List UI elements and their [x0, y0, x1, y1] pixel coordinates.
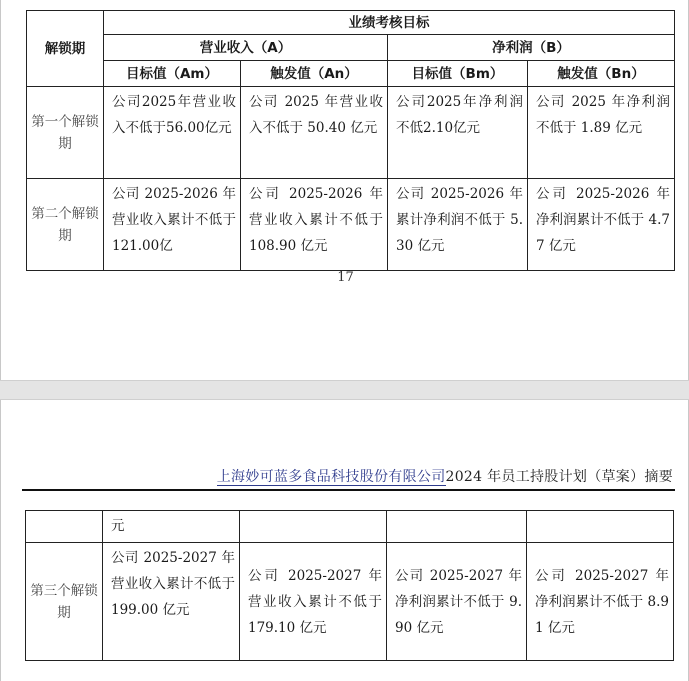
page-gap	[0, 380, 689, 400]
cell-revenue-target: 公司2025年营业收入不低于56.00亿元	[104, 87, 241, 179]
row-period: 第二个解锁期	[27, 179, 104, 271]
header-net-profit: 净利润（B）	[388, 35, 675, 61]
cell-revenue-target: 公司 2025-2027 年营业收入累计不低于 199.00 亿元	[103, 543, 240, 661]
performance-table	[26, 10, 675, 271]
cell-profit-target: 公司 2025-2026 年累计净利润不低于 5.30 亿元	[388, 179, 528, 271]
cell-revenue-trigger: 公司 2025-2026 年营业收入累计不低于 108.90 亿元	[241, 179, 388, 271]
cell-profit-target: 公司2025年净利润不低2.10亿元	[388, 87, 528, 179]
cell-revenue-target: 公司 2025-2026 年营业收入累计不低于121.00亿	[104, 179, 241, 271]
cell-continued: 元	[103, 511, 240, 543]
page-number: 17	[337, 270, 354, 285]
header-revenue: 营业收入（A）	[104, 35, 388, 61]
cell-profit-trigger: 公司 2025 年净利润不低于 1.89 亿元	[528, 87, 675, 179]
performance-table-continued	[25, 510, 674, 661]
running-header-company[interactable]: 上海妙可蓝多食品科技股份有限公司	[216, 469, 446, 485]
table-row	[27, 179, 675, 271]
header-revenue-target: 目标值（Am）	[104, 61, 241, 87]
cell-empty	[26, 511, 103, 543]
table-row	[26, 543, 674, 661]
header-performance-target: 业绩考核目标	[104, 11, 675, 35]
cell-profit-target: 公司 2025-2027 年净利润累计不低于 9.90 亿元	[387, 543, 527, 661]
cell-empty	[387, 511, 527, 543]
cell-profit-trigger: 公司 2025-2027 年净利润累计不低于 8.91 亿元	[527, 543, 674, 661]
header-rule	[22, 489, 675, 491]
row-period: 第一个解锁期	[27, 87, 104, 179]
running-header-title: 2024 年员工持股计划（草案）摘要	[445, 469, 673, 485]
row-period: 第三个解锁期	[26, 543, 103, 661]
running-header	[217, 466, 673, 486]
cell-revenue-trigger: 公司 2025 年营业收入不低于 50.40 亿元	[241, 87, 388, 179]
header-profit-target: 目标值（Bm）	[388, 61, 528, 87]
cell-empty	[527, 511, 674, 543]
table-row	[26, 511, 674, 543]
cell-empty	[240, 511, 387, 543]
table-row	[27, 87, 675, 179]
header-unlock-period: 解锁期	[27, 11, 104, 87]
cell-revenue-trigger: 公司 2025-2027 年营业收入累计不低于 179.10 亿元	[240, 543, 387, 661]
header-profit-trigger: 触发值（Bn）	[528, 61, 675, 87]
header-revenue-trigger: 触发值（An）	[241, 61, 388, 87]
cell-profit-trigger: 公司 2025-2026 年净利润累计不低于 4.77 亿元	[528, 179, 675, 271]
